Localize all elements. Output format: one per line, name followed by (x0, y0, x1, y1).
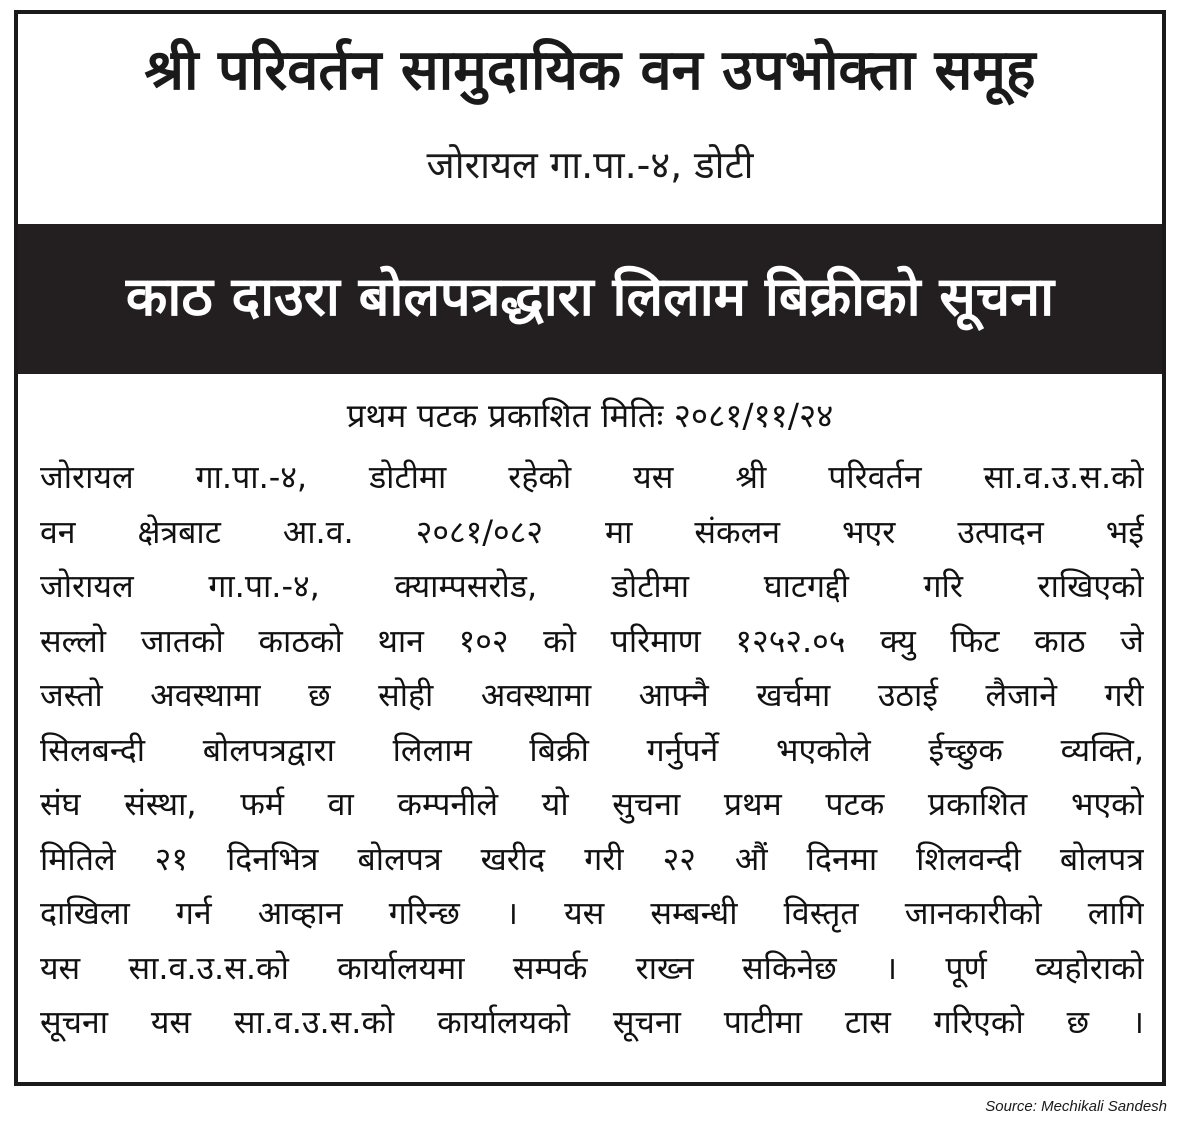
source-credit: Source: Mechikali Sandesh (985, 1098, 1167, 1115)
notice-body-line: सल्लो जातको काठको थान १०२ को परिमाण १२५२.०५ क्यु फिट काठ जे (40, 621, 1144, 660)
notice-header (18, 14, 1162, 224)
notice-body-line: संघ संस्था, फर्म वा कम्पनीले यो सुचना प्रथम पटक प्रकाशित भएको (40, 785, 1144, 823)
notice-body-line: यस सा.व.उ.स.को कार्यालयमा सम्पर्क राख्न सकिनेछ । पूर्ण व्यहोराको (40, 948, 1144, 987)
notice-body-line: वन क्षेत्रबाट आ.व. २०८१/०८२ मा संकलन भएर उत्पादन भई (40, 512, 1144, 551)
notice-body (40, 450, 1144, 1050)
organization-address: जोरायल गा.पा.-४, डोटी (426, 143, 754, 187)
notice-box (14, 10, 1166, 1086)
notice-body-line: मितिले २१ दिनभित्र बोलपत्र खरीद गरी २२ औं दिनमा शिलवन्दी बोलपत्र (40, 839, 1144, 878)
notice-title: काठ दाउरा बोलपत्रद्धारा लिलाम बिक्रीको सूचना (125, 265, 1055, 328)
notice-body-line: जोरायल गा.पा.-४, क्याम्पसरोड, डोटीमा घाटगद्दी गरि राखिएको (40, 567, 1144, 605)
publish-date: प्रथम पटक प्रकाशित मितिः २०८१/११/२४ (346, 396, 834, 435)
notice-body-line: जोरायल गा.पा.-४, डोटीमा रहेको यस श्री परिवर्तन सा.व.उ.स.को (40, 458, 1144, 496)
notice-title-banner (18, 224, 1162, 374)
organization-name: श्री परिवर्तन सामुदायिक वन उपभोक्ता समूह (144, 38, 1036, 103)
notice-body-line: सिलबन्दी बोलपत्रद्वारा लिलाम बिक्री गर्नुपर्ने भएकोले ईच्छुक व्यक्ति, (40, 730, 1144, 769)
notice-body-line: सूचना यस सा.व.उ.स.को कार्यालयको सूचना पाटीमा टास गरिएको छ । (40, 1003, 1144, 1041)
notice-body-line: दाखिला गर्न आव्हान गरिन्छ । यस सम्बन्धी विस्तृत जानकारीको लागि (40, 894, 1144, 932)
notice-body-line: जस्तो अवस्थामा छ सोही अवस्थामा आफ्नै खर्चमा उठाई लैजाने गरी (40, 676, 1144, 714)
